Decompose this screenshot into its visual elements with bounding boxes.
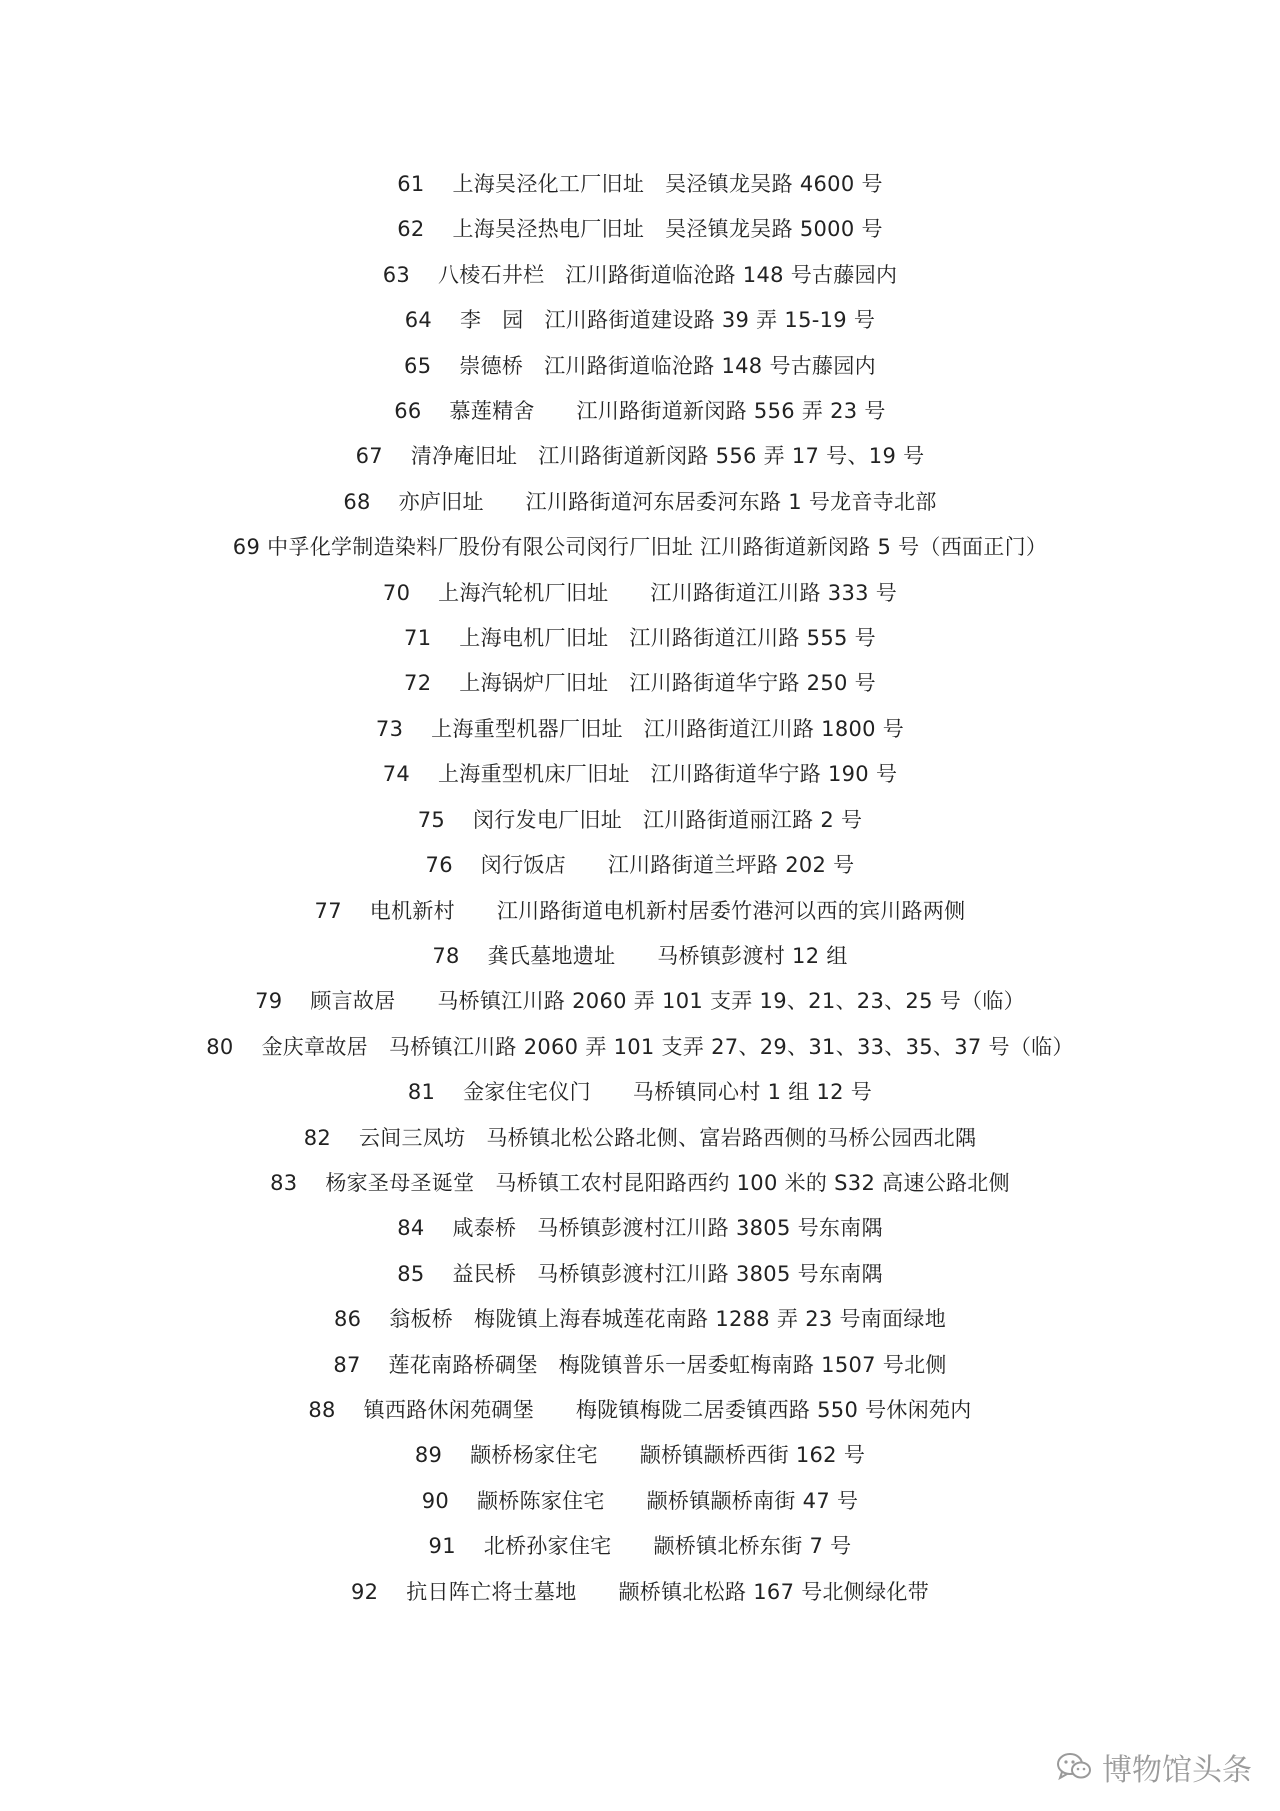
entry-address: 江川路街道建设路 39 弄 15-19 号	[544, 308, 876, 333]
entry-address: 江川路街道电机新村居委竹港河以西的宾川路两侧	[496, 898, 966, 923]
entry-site-name: 颛桥陈家住宅	[476, 1488, 605, 1513]
entry-number: 91	[428, 1534, 456, 1559]
list-item	[0, 571, 1280, 616]
list-item	[0, 1343, 1280, 1388]
entry-separator	[516, 1216, 537, 1240]
entry-address: 江川路街道华宁路 250 号	[629, 671, 876, 696]
entry-number: 83	[270, 1170, 298, 1195]
entry-separator	[465, 1126, 486, 1150]
entry-address: 江川路街道丽江路 2 号	[642, 807, 863, 832]
entry-separator	[608, 626, 629, 650]
entry-address: 梅陇镇普乐一居委虹梅南路 1507 号北侧	[558, 1352, 947, 1377]
list-item	[0, 889, 1280, 934]
entry-address: 江川路街道江川路 555 号	[629, 626, 876, 651]
entry-site-name: 金庆章故居	[261, 1034, 368, 1059]
list-item	[0, 843, 1280, 888]
entry-separator	[612, 1534, 654, 1558]
list-item	[0, 707, 1280, 752]
list-item	[0, 1524, 1280, 1569]
list-item	[0, 752, 1280, 797]
list-item	[0, 1570, 1280, 1615]
entry-number: 92	[350, 1579, 379, 1604]
entry-separator	[566, 853, 608, 877]
list-item	[0, 389, 1280, 434]
entry-site-name: 亦庐旧址	[398, 489, 484, 514]
list-item	[0, 1479, 1280, 1524]
entry-address: 颛桥镇北桥东街 7 号	[653, 1534, 852, 1559]
entry-separator	[368, 1035, 389, 1059]
entry-address: 江川路街道临沧路 148 号古藤园内	[565, 262, 898, 287]
list-item	[0, 1025, 1280, 1070]
list-item	[0, 480, 1280, 525]
list-item	[0, 162, 1280, 207]
entry-address: 颛桥镇颛桥西街 162 号	[639, 1443, 866, 1468]
entry-number: 64	[404, 308, 433, 333]
entry-separator	[644, 217, 665, 241]
entry-site-name: 北桥孙家住宅	[483, 1534, 612, 1559]
entry-number: 84	[397, 1216, 425, 1241]
entry-address: 马桥镇北松公路北侧、富岩路西侧的马桥公园西北隅	[486, 1125, 977, 1150]
entry-number: 82	[303, 1125, 332, 1150]
entry-separator	[516, 1262, 537, 1286]
entry-number: 70	[382, 580, 411, 605]
entry-separator	[396, 989, 438, 1013]
entry-address: 颛桥镇颛桥南街 47 号	[646, 1488, 859, 1513]
entry-number: 76	[425, 853, 453, 878]
entry-address: 马桥镇彭渡村江川路 3805 号东南隅	[537, 1216, 883, 1241]
entry-site-name: 镇西路休闲苑碉堡	[363, 1397, 535, 1422]
entry-separator	[538, 1353, 559, 1377]
entry-site-name: 清净庵旧址	[410, 444, 518, 469]
entry-site-name: 翁板桥	[389, 1307, 454, 1332]
entry-site-name: 八棱石井栏	[437, 262, 545, 287]
entry-number: 86	[333, 1307, 362, 1332]
entry-site-name: 上海电机厂旧址	[459, 626, 609, 651]
entry-separator	[591, 1080, 633, 1104]
entry-site-name: 崇德桥	[459, 353, 524, 378]
entry-site-name: 闵行饭店	[480, 853, 566, 878]
entry-number: 79	[255, 989, 283, 1014]
entry-address: 江川路街道江川路 1800 号	[643, 716, 905, 741]
list-item	[200, 525, 1080, 570]
list-item	[0, 616, 1280, 661]
entry-site-name: 益民桥	[452, 1261, 517, 1286]
list-item	[0, 344, 1280, 389]
entry-address: 江川路街道兰坪路 202 号	[607, 853, 855, 878]
entry-address: 梅陇镇梅陇二居委镇西路 550 号休闲苑内	[575, 1397, 972, 1422]
entry-number: 75	[417, 807, 446, 832]
list-item	[0, 1297, 1280, 1342]
entry-site-name: 杨家圣母圣诞堂	[325, 1170, 475, 1195]
entry-number: 90	[421, 1488, 450, 1513]
entry-number: 67	[355, 444, 383, 469]
entry-separator	[453, 1307, 474, 1331]
entry-site-name: 闵行发电厂旧址	[472, 807, 623, 832]
entry-separator	[534, 1398, 576, 1422]
list-item	[0, 1070, 1280, 1115]
heritage-site-list	[0, 162, 1280, 1615]
entry-site-name: 上海汽轮机厂旧址	[438, 580, 609, 605]
entry-site-name: 上海吴泾热电厂旧址	[452, 217, 645, 242]
entry-site-name: 电机新村	[369, 898, 455, 923]
list-item	[0, 1433, 1280, 1478]
entry-site-name: 上海重型机器厂旧址	[431, 716, 623, 741]
entry-separator	[615, 944, 657, 968]
entry-separator	[623, 717, 644, 741]
entry-site-name: 慕莲精舍	[449, 399, 535, 424]
list-item	[0, 1161, 1280, 1206]
entry-address: 马桥镇彭渡村 12 组	[657, 943, 848, 968]
entry-number: 89	[414, 1443, 443, 1468]
entry-site-name: 抗日阵亡将士墓地	[406, 1579, 577, 1604]
list-item	[0, 434, 1280, 479]
entry-address: 江川路街道临沧路 148 号古藤园内	[544, 353, 876, 378]
entry-site-name: 顾言故居	[310, 989, 396, 1014]
list-item	[0, 661, 1280, 706]
list-item	[0, 934, 1280, 979]
entry-separator	[524, 308, 545, 332]
wechat-icon	[1056, 1751, 1092, 1783]
list-item	[0, 1388, 1280, 1433]
list-item	[0, 298, 1280, 343]
entry-number: 72	[404, 671, 432, 696]
entry-separator	[484, 490, 526, 514]
entry-number: 77	[314, 898, 342, 923]
list-item	[0, 1116, 1280, 1161]
entry-address: 江川路街道新闵路 5 号（西面正门）	[700, 535, 1048, 560]
list-item	[0, 798, 1280, 843]
entry-address: 江川路街道华宁路 190 号	[650, 762, 898, 787]
watermark	[1056, 1745, 1252, 1789]
list-item	[0, 1252, 1280, 1297]
entry-number: 63	[382, 262, 411, 287]
list-item	[0, 207, 1280, 252]
entry-number: 62	[397, 217, 425, 242]
entry-number: 78	[432, 943, 460, 968]
entry-number: 74	[382, 762, 411, 787]
entry-site-name: 云间三凤坊	[358, 1125, 466, 1150]
entry-separator	[608, 671, 629, 695]
entry-site-name: 李 园	[460, 308, 524, 333]
watermark-text: 博物馆头条	[1102, 1753, 1252, 1788]
entry-site-name: 上海吴泾化工厂旧址	[452, 172, 645, 196]
entry-separator	[455, 899, 497, 923]
entry-separator	[605, 1489, 647, 1513]
entry-number: 85	[397, 1261, 425, 1286]
entry-separator	[577, 1580, 619, 1604]
list-item	[0, 1206, 1280, 1251]
entry-address: 马桥镇江川路 2060 弄 101 支弄 19、21、23、25 号（临）	[437, 989, 1025, 1014]
entry-site-name: 龚氏墓地遗址	[487, 943, 616, 968]
entry-address: 吴泾镇龙吴路 5000 号	[665, 217, 883, 242]
entry-site-name: 莲花南路桥碉堡	[388, 1352, 538, 1377]
entry-address: 江川路街道新闵路 556 弄 23 号	[576, 399, 886, 424]
entry-number: 81	[407, 1080, 436, 1105]
entry-separator	[474, 1171, 495, 1195]
entry-number: 68	[343, 489, 371, 514]
entry-address: 马桥镇工农村昆阳路西约 100 米的 S32 高速公路北侧	[495, 1170, 1010, 1195]
entry-separator	[622, 808, 643, 832]
entry-separator	[630, 762, 651, 786]
entry-separator	[523, 354, 544, 378]
entry-number: 69	[232, 535, 261, 560]
list-item	[0, 979, 1280, 1024]
entry-separator	[544, 263, 565, 287]
entry-number: 73	[375, 716, 404, 741]
entry-number: 87	[333, 1352, 361, 1377]
entry-separator	[609, 581, 651, 605]
entry-separator	[517, 444, 538, 468]
entry-number: 71	[404, 626, 432, 651]
entry-number: 66	[394, 399, 422, 424]
entry-site-name: 咸泰桥	[452, 1216, 517, 1241]
entry-address: 颛桥镇北松路 167 号北侧绿化带	[618, 1579, 930, 1604]
list-item	[0, 253, 1280, 298]
entry-number: 88	[308, 1397, 336, 1422]
entry-address: 江川路街道新闵路 556 弄 17 号、19 号	[538, 444, 925, 469]
entry-site-name: 上海重型机床厂旧址	[437, 762, 630, 787]
entry-address: 梅陇镇上海春城莲花南路 1288 弄 23 号南面绿地	[474, 1307, 947, 1332]
entry-address: 马桥镇同心村 1 组 12 号	[632, 1080, 873, 1105]
entry-site-name: 金家住宅仪门	[463, 1080, 591, 1105]
entry-number: 61	[397, 172, 425, 196]
entry-separator	[535, 399, 577, 423]
entry-address: 吴泾镇龙吴路 4600 号	[665, 172, 883, 196]
entry-separator	[644, 172, 665, 196]
entry-address: 马桥镇彭渡村江川路 3805 号东南隅	[537, 1261, 883, 1286]
entry-separator	[598, 1443, 640, 1467]
entry-address: 江川路街道江川路 333 号	[650, 580, 898, 605]
entry-address: 江川路街道河东居委河东路 1 号龙音寺北部	[525, 489, 937, 514]
entry-number: 65	[404, 353, 432, 378]
entry-address: 马桥镇江川路 2060 弄 101 支弄 27、29、31、33、35、37 号（临）	[388, 1034, 1074, 1059]
entry-site-name: 颛桥杨家住宅	[470, 1443, 598, 1468]
entry-site-name: 中孚化学制造染料厂股份有限公司闵行厂旧址	[267, 535, 694, 560]
entry-number: 80	[206, 1034, 234, 1059]
entry-site-name: 上海锅炉厂旧址	[459, 671, 609, 696]
